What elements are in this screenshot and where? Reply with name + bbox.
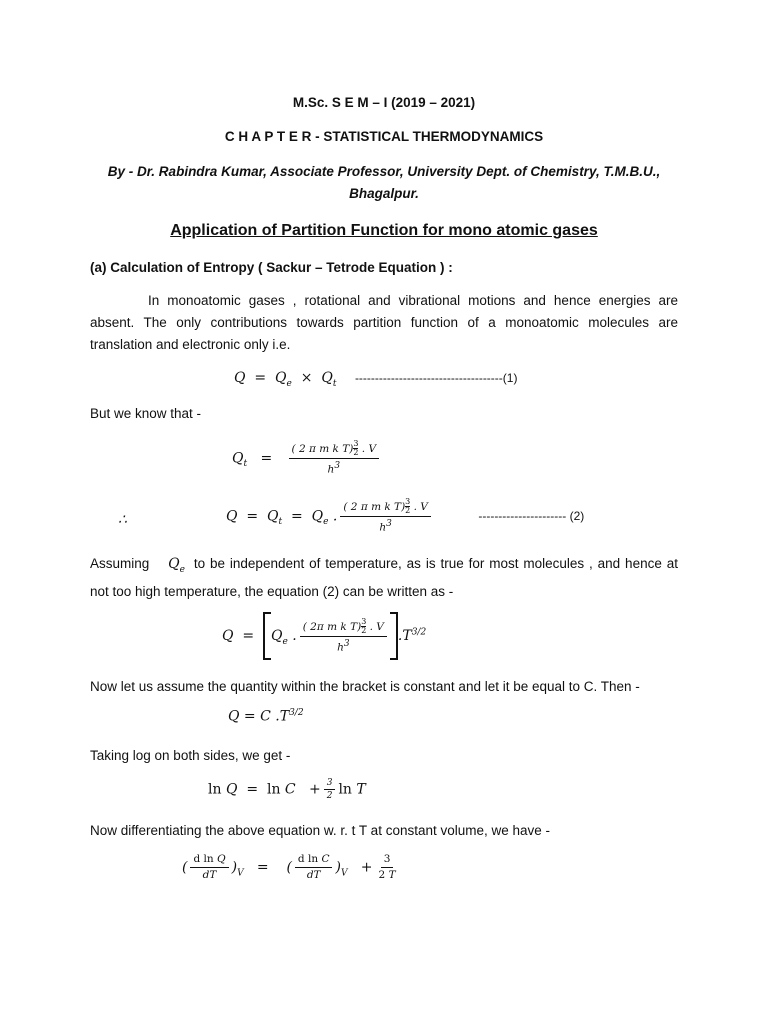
paragraph-2: Assuming $Q_e$ to be independent of temperature, as is true for most molecules , and hence at not too high temperature, the equation (2) can be written as -	[90, 556, 678, 599]
equation-2: $Q = Q_t = Q_e$ . ( 2 π m k T) $\frac{3}{2}$ . V $h^3$ ---------------------- (2)	[226, 497, 585, 534]
equation-1-tag: -------------------------------------(1)	[354, 371, 518, 385]
section-a-heading: (a) Calculation of Entropy ( Sackur – Tetrode Equation ) :	[90, 260, 453, 275]
author-line-1: By - Dr. Rabindra Kumar, Associate Professor, University Dept. of Chemistry, T.M.B.U.,	[107, 164, 661, 179]
author-line-2: Bhagalpur.	[349, 186, 419, 201]
document-title: Application of Partition Function for mono atomic gases	[170, 222, 598, 239]
text-but-we-know: But we know that -	[90, 406, 202, 421]
text-differentiating: Now differentiating the above equation w. r. t T at constant volume, we have -	[90, 823, 551, 838]
equation-derivative: ( $\frac{\text{d ln Q}}{dT}$ )$_V$ = ( $\frac{\text{d ln C}}{dT}$ )$_V$ + $\frac{3}{2 T}$	[182, 853, 396, 881]
equation-qt: $Q_t$ = ( 2 π m k T) $\frac{3}{2}$ . V $h^3$	[232, 440, 382, 477]
equation-bracket: $Q = Q_e$ . ( 2π m k T) $\frac{3}{2}$ . V $h^3$ $.T^{3/2}$	[222, 612, 426, 660]
paragraph-2-start: Assuming	[90, 556, 150, 571]
equation-ln: ln Q = ln C + $\frac{3}{2}$ ln T	[208, 778, 366, 801]
text-assume-c: Now let us assume the quantity within the bracket is constant and let it be equal to C. Then -	[90, 679, 640, 694]
therefore-symbol: ∴	[118, 512, 127, 528]
chapter-heading: C H A P T E R - STATISTICAL THERMODYNAMICS	[224, 129, 544, 144]
equation-1: $Q = Q_e \times Q_t$ -------------------------------------(1)	[234, 370, 518, 389]
equation-2-tag: ---------------------- (2)	[478, 509, 585, 524]
paragraph-2-rest: to be independent of temperature, as is true for most molecules , and hence at not too high temperature, the equation (2) can be written as -	[90, 556, 678, 599]
text-taking-log: Taking log on both sides, we get -	[90, 748, 291, 763]
course-heading: M.Sc. S E M – I (2019 – 2021)	[292, 95, 476, 110]
paragraph-1: In monoatomic gases , rotational and vibrational motions and hence energies are absent. The only contributions towards partition function of a monoatomic molecules are translation and electronic only i.e.	[90, 293, 678, 352]
equation-q-c: Q = C $.T^{3/2}$	[228, 708, 304, 725]
